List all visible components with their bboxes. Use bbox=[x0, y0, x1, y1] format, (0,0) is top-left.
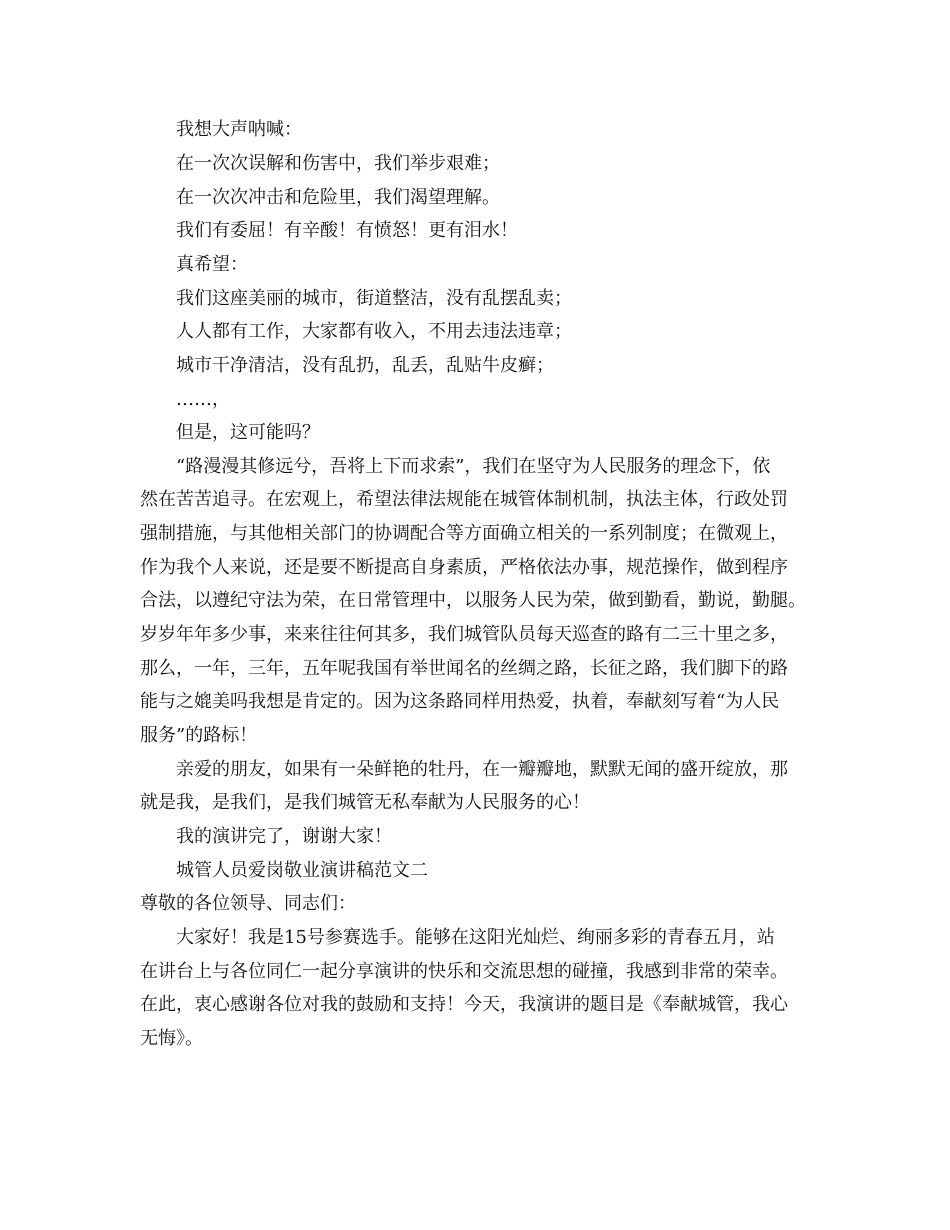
text-line: 岁岁年年多少事，来来往往何其多，我们城管队员每天巡查的路有二三十里之多， bbox=[140, 624, 788, 645]
paragraph-first-line: “路漫漫其修远兮，吾将上下而求索”，我们在坚守为人民服务的理念下，依 bbox=[176, 456, 771, 477]
text-line: 作为我个人来说，还是要不断提高自身素质，严格依法办事，规范操作，做到程序 bbox=[140, 557, 788, 578]
text-line: ……， bbox=[176, 389, 230, 410]
text-line: 人人都有工作，大家都有收入，不用去违法违章； bbox=[176, 321, 572, 342]
text-line: 无悔》。 bbox=[140, 1028, 203, 1049]
text-line: 然在苦苦追寻。在宏观上，希望法律法规能在城管体制机制，执法主体，行政处罚 bbox=[140, 489, 788, 510]
text-line: 真希望： bbox=[176, 254, 248, 275]
text-line: 能与之媲美吗我想是肯定的。因为这条路同样用热爱，执着，奉献刻写着“为人民 bbox=[140, 691, 780, 712]
text-line: 服务”的路标！ bbox=[140, 725, 258, 746]
text-line: 但是，这可能吗？ bbox=[176, 422, 320, 443]
text-line: 在此，衷心感谢各位对我的鼓励和支持！今天，我演讲的题目是《奉献城管，我心 bbox=[140, 994, 788, 1015]
text-line: 合法，以遵纪守法为荣，在日常管理中，以服务人民为荣，做到勤看，勤说，勤腿。 bbox=[140, 590, 806, 611]
text-line: 强制措施，与其他相关部门的协调配合等方面确立相关的一系列制度；在微观上， bbox=[140, 523, 788, 544]
text-line: 我们有委屈！有辛酸！有愤怒！更有泪水！ bbox=[176, 220, 518, 241]
text-line: 城市干净清洁，没有乱扔，乱丢，乱贴牛皮癣； bbox=[176, 355, 554, 376]
text-line: 我们这座美丽的城市，街道整洁，没有乱摆乱卖； bbox=[176, 288, 572, 309]
text-line: 在讲台上与各位同仁一起分享演讲的快乐和交流思想的碰撞，我感到非常的荣幸。 bbox=[140, 961, 788, 982]
text-line: 在一次次冲击和危险里，我们渴望理解。 bbox=[176, 187, 500, 208]
text-line: 在一次次误解和伤害中，我们举步艰难； bbox=[176, 153, 500, 174]
section-heading: 城管人员爱岗敬业演讲稿范文二 bbox=[176, 860, 428, 881]
text-line: 我的演讲完了，谢谢大家！ bbox=[176, 826, 392, 847]
salutation: 尊敬的各位领导、同志们： bbox=[140, 893, 356, 914]
text-line: 就是我，是我们，是我们城管无私奉献为人民服务的心！ bbox=[140, 792, 590, 813]
text-line: 那么，一年，三年，五年呢我国有举世闻名的丝绸之路，长征之路，我们脚下的路 bbox=[140, 658, 788, 679]
text-line: 我想大声呐喊： bbox=[176, 119, 302, 140]
paragraph-first-line: 大家好！我是15号参赛选手。能够在这阳光灿烂、绚丽多彩的青春五月，站 bbox=[176, 927, 775, 948]
paragraph-first-line: 亲爱的朋友，如果有一朵鲜艳的牡丹，在一瓣瓣地，默默无闻的盛开绽放，那 bbox=[176, 759, 788, 780]
